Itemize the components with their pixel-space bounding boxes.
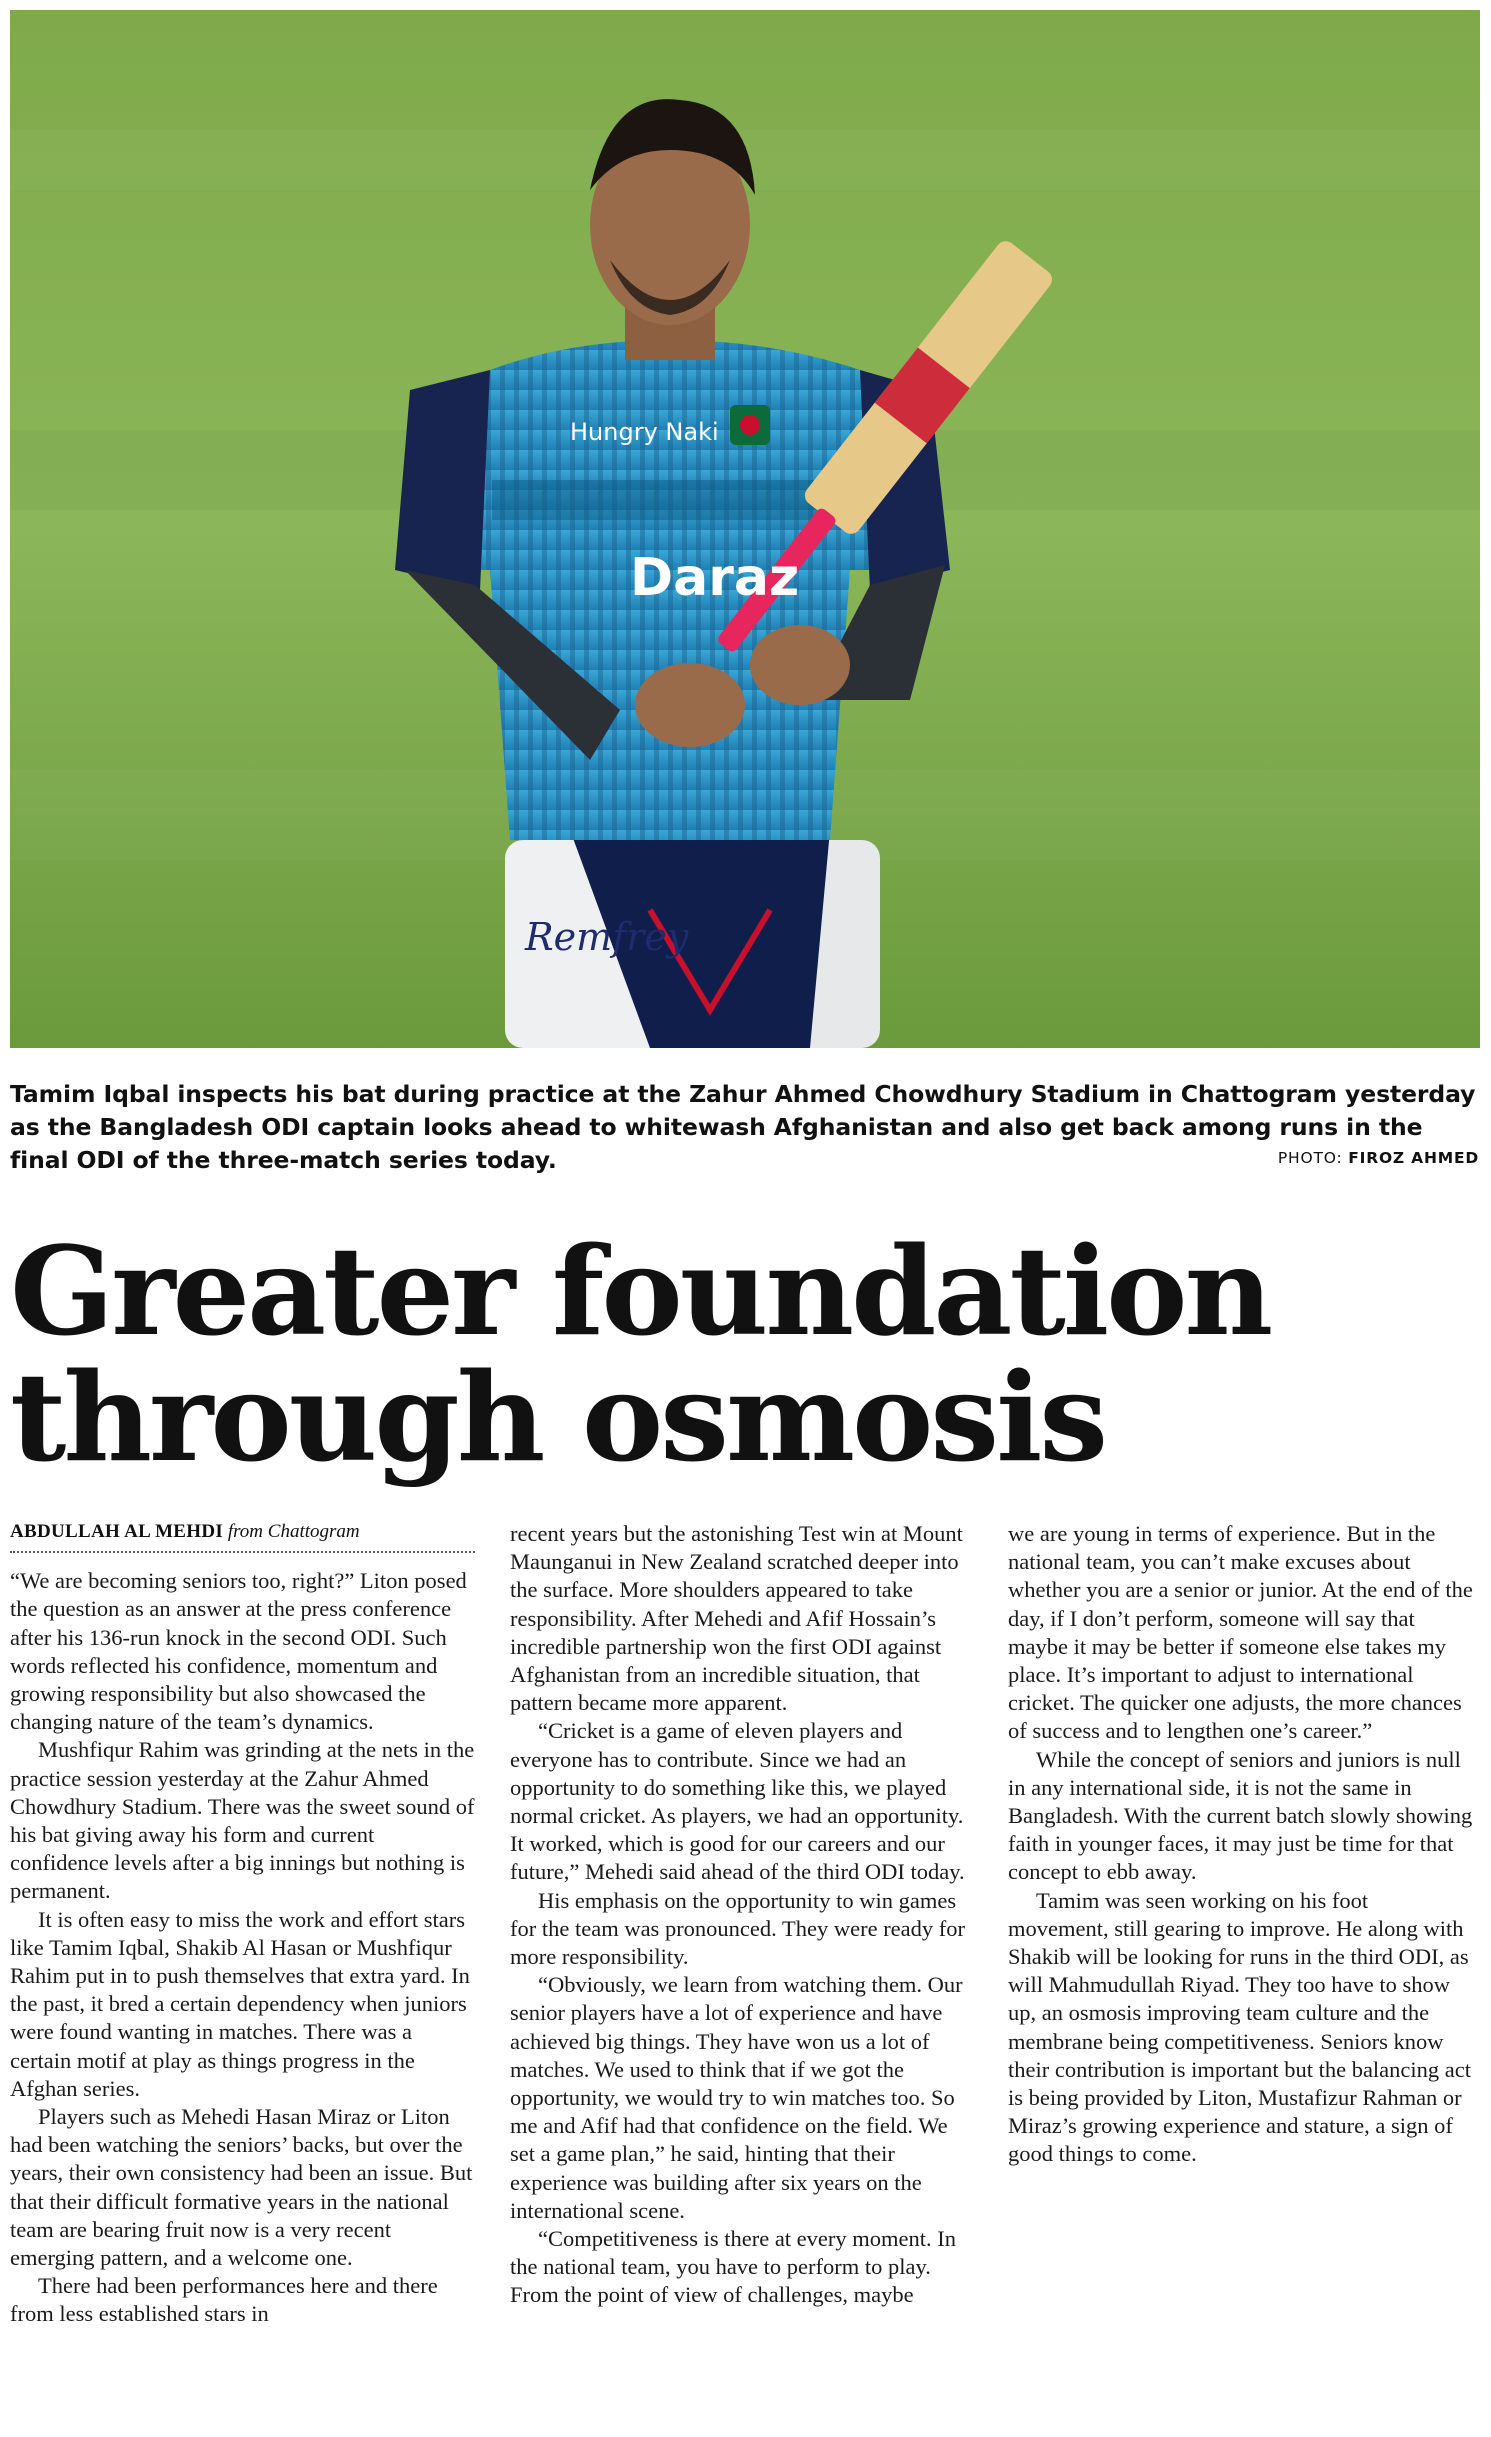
paragraph: Tamim was seen working on his foot movement, still gearing to improve. He along with Shakib will be looking for runs in the third ODI, as will Mahmudullah Riyad. They too have to show up, an osmosis improving team culture and the membrane being competitiveness. Seniors know their contribution is important but the balancing act is being provided by Liton, Mustafizur Rahman or Miraz’s growing experience and stature, a sign of good things to come.: [1008, 1887, 1472, 2167]
paragraph: “Cricket is a game of eleven players and everyone has to contribute. Since we had an opportunity to do something like this, we played normal cricket. As players, we had an opportunity. It worked, which is good for our careers and our future,” Mehedi said ahead of the third ODI today.: [510, 1718, 965, 1885]
sponsor-logo-text: Daraz: [630, 548, 800, 608]
article-column-1: [10, 1518, 475, 2329]
paragraph: While the concept of seniors and juniors is null in any international side, it is not the same in Bangladesh. With the current batch slowly showing faith in younger faces, it may just be time for that concept to ebb away.: [1008, 1746, 1473, 1885]
photo-caption: Tamim Iqbal inspects his bat during practice at the Zahur Ahmed Chowdhury Stadium in Chattogram yesterday as the Bangladesh ODI captain looks ahead to whitewash Afghanistan and also get back among runs in the final ODI of the three-match series today.: [10, 1080, 1476, 1174]
byline: [10, 1518, 475, 1553]
player-illustration: [10, 10, 1480, 1048]
byline-author: ABDULLAH AL MEHDI: [10, 1521, 224, 1542]
headline-line-1: Greater foundation: [10, 1219, 1271, 1363]
paragraph: “Competitiveness is there at every moment. In the national team, you have to perform to play. From the point of view of challenges, maybe: [510, 2226, 957, 2308]
article-column-2: [510, 1520, 975, 2310]
byline-location: from Chattogram: [227, 1521, 360, 1542]
paragraph: His emphasis on the opportunity to win games for the team was pronounced. They were ready for more responsibility.: [510, 1887, 966, 1970]
paragraph: Players such as Mehedi Hasan Miraz or Liton had been watching the seniors’ backs, but over the years, their own consistency had been an issue. But that their difficult formative years in the national team are bearing fruit now is a very recent emerging pattern, and a welcome one.: [10, 2104, 473, 2271]
paragraph: we are young in terms of experience. But in the national team, you can’t make excuses about whether you are a senior or junior. At the end of the day, if I don’t perform, someone will say that maybe it may be better if someone else takes my place. It’s important to adjust to international cricket. The quicker one adjusts, the more chances of success and to lengthen one’s career.”: [1008, 1521, 1473, 1744]
headline-line-2: through osmosis: [10, 1345, 1106, 1489]
shirt-brand-text: Hungry Naki: [570, 418, 719, 446]
photo-credit-label: PHOTO:: [1277, 1149, 1343, 1167]
paragraph: recent years but the astonishing Test win at Mount Maunganui in New Zealand scratched deeper into the surface. More shoulders appeared to take responsibility. After Mehedi and Afif Hossain’s incredible partnership won the first ODI against Afghanistan from an incredible situation, that pattern became more apparent.: [510, 1521, 963, 1716]
headline: [10, 1219, 1480, 1489]
paragraph: “We are becoming seniors too, right?” Liton posed the question as an answer at the press conference after his 136-run knock in the second ODI. Such words reflected his confidence, momentum and growing responsibility but also showcased the changing nature of the team’s dynamics.: [10, 1568, 467, 1735]
paragraph: “Obviously, we learn from watching them. Our senior players have a lot of experience and have achieved big things. They have won us a lot of matches. We used to think that if we got the opportunity, we would try to win matches too. So me and Afif had that confidence on the field. We set a game plan,” he said, hinting that their experience was building after six years on the international scene.: [510, 1972, 963, 2223]
paragraph: There had been performances here and there from less established stars in: [10, 2273, 438, 2327]
pad-signature: Remfrey: [525, 915, 689, 959]
photo-credit: [1278, 1149, 1479, 1167]
paragraph: It is often easy to miss the work and effort stars like Tamim Iqbal, Shakib Al Hasan or Mushfiqur Rahim put in to push themselves that extra yard. In the past, it bred a certain dependency when juniors were found wanting in matches. There was a certain motif at play as things progress in the Afghan series.: [10, 1906, 470, 2101]
article-column-3: [1008, 1520, 1473, 2169]
photo-credit-name: FIROZ AHMED: [1348, 1149, 1479, 1167]
paragraph: Mushfiqur Rahim was grinding at the nets in the practice session yesterday at the Zahur Ahmed Chowdhury Stadium. There was the sweet sound of his bat giving away his form and current confidence levels after a big innings but nothing is permanent.: [10, 1737, 475, 1904]
article-photo: [10, 10, 1480, 1048]
